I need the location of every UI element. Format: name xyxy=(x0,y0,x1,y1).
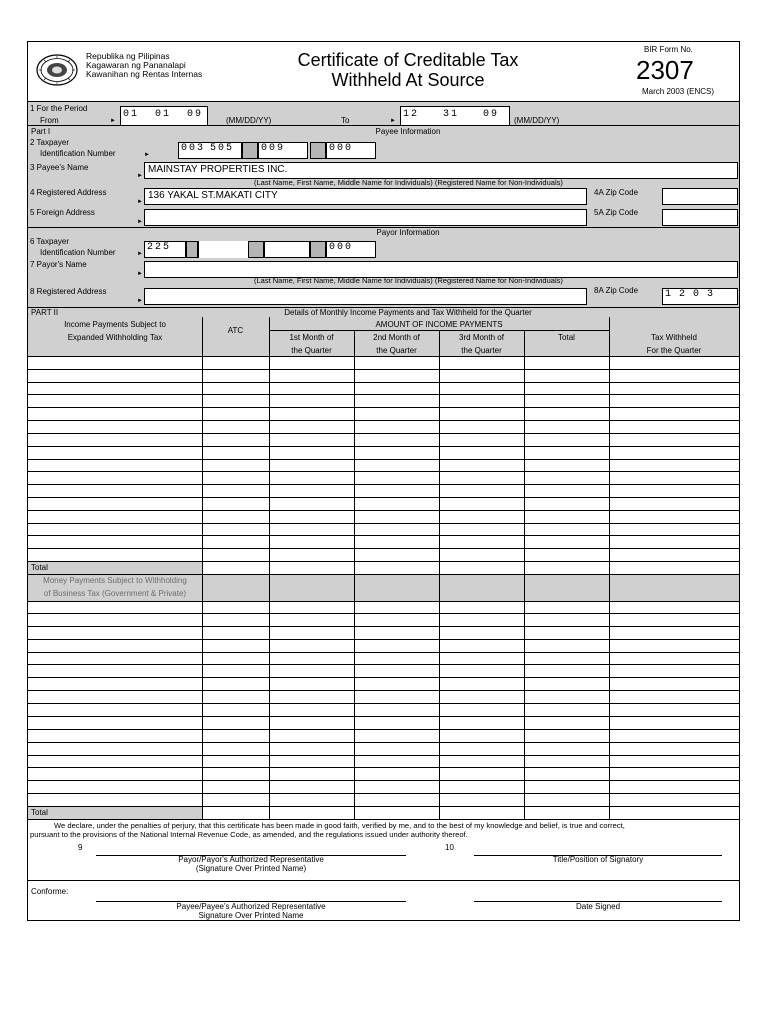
table-row xyxy=(28,729,739,730)
table-row xyxy=(28,652,739,653)
conforme-label: Conforme: xyxy=(31,887,69,896)
col-tax-header-2: For the Quarter xyxy=(646,346,702,355)
payee-tin-2-field[interactable] xyxy=(208,142,242,159)
total-row-2-label: Total xyxy=(31,808,48,817)
payor-tin-2-field[interactable] xyxy=(198,241,248,258)
period-to-dd: 31 xyxy=(443,109,460,120)
table-row xyxy=(28,523,739,524)
agency-line-2: Kagawaran ng Pananalapi xyxy=(86,60,186,70)
payee-tin-1: 003 xyxy=(181,143,206,154)
payor-tin-3-field[interactable] xyxy=(264,241,310,258)
declaration-top-border xyxy=(28,819,739,820)
table-row xyxy=(28,767,739,768)
payee-signature-caption-1: Payee/Payee's Authorized Representative xyxy=(176,902,326,911)
payee-section-title: Payee Information xyxy=(375,127,441,136)
period-from-field[interactable] xyxy=(120,106,208,126)
col-month2-header-2: the Quarter xyxy=(376,346,417,355)
period-from-dd: 01 xyxy=(155,109,172,120)
table-row xyxy=(28,806,739,807)
table-column-line xyxy=(354,330,355,819)
col-income-header-2: Expanded Withholding Tax xyxy=(67,333,163,342)
payee-zip-label: 4A Zip Code xyxy=(594,188,639,197)
declaration-line-1: We declare, under the penalties of perjury, that this certificate has been made in good faith, verified by me, and to the best of my knowledge and belief, is true and correct, xyxy=(54,821,625,830)
payee-name-value: MAINSTAY PROPERTIES INC. xyxy=(148,164,288,175)
foreign-zip-label: 5A Zip Code xyxy=(594,208,639,217)
col-month2-header-1: 2nd Month of xyxy=(373,333,420,342)
table-row xyxy=(28,703,739,704)
arrow-icon: ► xyxy=(137,199,143,205)
payee-tin-3-field[interactable] xyxy=(258,142,308,159)
payor-name-label: 7 Payor's Name xyxy=(30,260,87,269)
col-month1-header-2: the Quarter xyxy=(291,346,332,355)
table-row xyxy=(28,394,739,395)
col-month3-header-2: the Quarter xyxy=(461,346,502,355)
payee-name-field[interactable] xyxy=(144,162,738,179)
payee-tin-4: 000 xyxy=(329,143,354,154)
tin-separator xyxy=(186,241,198,258)
table-row xyxy=(28,613,739,614)
payor-tin-label-1: 6 Taxpayer xyxy=(30,237,69,246)
table-row xyxy=(28,433,739,434)
col-month1-header-1: 1st Month of xyxy=(289,333,334,342)
payee-tin-4-field[interactable] xyxy=(326,142,376,159)
title-position-caption: Title/Position of Signatory xyxy=(552,855,644,864)
bir-seal-icon xyxy=(36,54,78,86)
arrow-icon: ► xyxy=(390,118,396,124)
foreign-address-label: 5 Foreign Address xyxy=(30,208,95,217)
table-row xyxy=(28,484,739,485)
payee-tin-label-2: Identification Number xyxy=(40,149,116,158)
form-title-line-2: Withheld At Source xyxy=(331,70,485,90)
table-row xyxy=(28,369,739,370)
payor-section-title: Payor Information xyxy=(376,228,440,237)
table-column-line xyxy=(269,317,270,819)
table-row xyxy=(28,716,739,717)
table-row xyxy=(28,459,739,460)
foreign-zip-field[interactable] xyxy=(662,209,738,226)
period-label: 1 For the Period xyxy=(30,104,88,113)
period-from-mm: 01 xyxy=(123,109,140,120)
col-amount-header: AMOUNT OF INCOME PAYMENTS xyxy=(375,320,503,329)
table-row xyxy=(28,793,739,794)
signature-number-10: 10 xyxy=(445,843,454,852)
payor-name-hint: (Last Name, First Name, Middle Name for Individuals) (Registered Name for Non-Individuals) xyxy=(254,276,563,285)
table-row xyxy=(28,420,739,421)
signature-number-9: 9 xyxy=(78,843,83,852)
payor-zip-field[interactable] xyxy=(662,288,738,305)
part2-label: PART II xyxy=(31,308,59,317)
tin-separator xyxy=(242,142,258,159)
payor-tin-4-field[interactable] xyxy=(326,241,376,258)
payor-zip-value: 1203 xyxy=(665,289,722,300)
payee-name-hint: (Last Name, First Name, Middle Name for Individuals) (Registered Name for Non-Individuals) xyxy=(254,178,563,187)
table-row xyxy=(28,561,739,562)
table-column-line xyxy=(524,330,525,819)
arrow-icon: ► xyxy=(137,271,143,277)
payee-tin-label-1: 2 Taxpayer xyxy=(30,138,69,147)
payor-tin-4: 000 xyxy=(329,242,354,253)
payor-signature-caption-2: (Signature Over Printed Name) xyxy=(195,864,307,873)
table-row xyxy=(28,664,739,665)
table-row xyxy=(28,535,739,536)
period-from-label: From xyxy=(40,116,59,125)
period-format-2: (MM/DD/YY) xyxy=(514,116,560,125)
col-month3-header-1: 3rd Month of xyxy=(459,333,504,342)
table-row xyxy=(28,407,739,408)
table-row xyxy=(28,471,739,472)
col-total-header: Total xyxy=(558,333,575,342)
table-row xyxy=(28,497,739,498)
payor-tin-1-field[interactable] xyxy=(144,241,186,258)
table-row xyxy=(28,626,739,627)
payee-address-field[interactable] xyxy=(144,188,587,205)
declaration-divider xyxy=(28,880,739,881)
table-row xyxy=(28,690,739,691)
payee-zip-field[interactable] xyxy=(662,188,738,205)
agency-line-1: Republika ng Pilipinas xyxy=(86,51,170,61)
col-income-header-1: Income Payments Subject to xyxy=(64,320,166,329)
form-version: March 2003 (ENCS) xyxy=(642,87,715,96)
form-title-line-1: Certificate of Creditable Tax xyxy=(297,50,519,70)
payor-address-label: 8 Registered Address xyxy=(30,287,107,296)
arrow-icon: ► xyxy=(137,251,143,257)
money-payments-label-1: Money Payments Subject to Withholding xyxy=(43,576,187,585)
payee-address-label: 4 Registered Address xyxy=(30,188,107,197)
table-row xyxy=(28,382,739,383)
payee-address-value: 136 YAKAL ST.MAKATI CITY xyxy=(148,190,278,201)
declaration-line-2: pursuant to the provisions of the National Internal Revenue Code, as amended, and the regulations issued under authority thereof. xyxy=(30,830,468,839)
form-number: 2307 xyxy=(636,55,694,85)
tin-separator xyxy=(248,241,264,258)
date-signed-caption: Date Signed xyxy=(575,902,621,911)
total-row-1-label: Total xyxy=(31,563,48,572)
period-from-yy: 09 xyxy=(187,109,204,120)
period-to-field[interactable] xyxy=(400,106,510,126)
col-tax-header-1: Tax Withheld xyxy=(651,333,697,342)
part1-label: Part I xyxy=(31,127,51,136)
table-row xyxy=(28,677,739,678)
period-format-1: (MM/DD/YY) xyxy=(226,116,272,125)
payor-tin-label-2: Identification Number xyxy=(40,248,116,257)
table-column-line xyxy=(609,317,610,819)
table-row xyxy=(28,755,739,756)
table-row xyxy=(28,510,739,511)
tin-separator xyxy=(310,142,326,159)
tin-separator xyxy=(310,241,326,258)
bir-form-2307 xyxy=(27,41,740,921)
payee-signature-caption-2: Signature Over Printed Name xyxy=(198,911,304,920)
part2-section-title: Details of Monthly Income Payments and Tax Withheld for the Quarter xyxy=(284,308,532,317)
payor-zip-label: 8A Zip Code xyxy=(594,286,639,295)
arrow-icon: ► xyxy=(137,219,143,225)
total-row-1-label-cell xyxy=(28,561,202,574)
arrow-icon: ► xyxy=(137,173,143,179)
payor-signature-caption-1: Payor/Payor's Authorized Representative xyxy=(178,855,324,864)
payee-tin-2: 505 xyxy=(210,143,235,154)
table-row xyxy=(28,780,739,781)
payee-name-label: 3 Payee's Name xyxy=(30,163,89,172)
money-payments-label-2: of Business Tax (Government & Private) xyxy=(43,589,187,598)
payor-tin-1: 225 xyxy=(147,242,172,253)
table-column-line xyxy=(202,317,203,819)
table-row xyxy=(28,639,739,640)
table-row xyxy=(28,742,739,743)
foreign-address-field[interactable] xyxy=(144,209,587,226)
table-row xyxy=(28,446,739,447)
arrow-icon: ► xyxy=(110,118,116,124)
period-to-mm: 12 xyxy=(403,109,420,120)
total-row-2-label-cell xyxy=(28,806,202,819)
arrow-icon: ► xyxy=(144,152,150,158)
arrow-icon: ► xyxy=(137,298,143,304)
payor-address-field[interactable] xyxy=(144,288,587,305)
payee-tin-3: 009 xyxy=(261,143,286,154)
form-label: BIR Form No. xyxy=(644,45,693,54)
agency-line-3: Kawanihan ng Rentas Internas xyxy=(86,69,203,79)
col-atc-header: ATC xyxy=(227,326,244,335)
table-row xyxy=(28,548,739,549)
period-to-yy: 09 xyxy=(483,109,500,120)
period-to-label: To xyxy=(341,116,350,125)
table-column-line xyxy=(439,330,440,819)
